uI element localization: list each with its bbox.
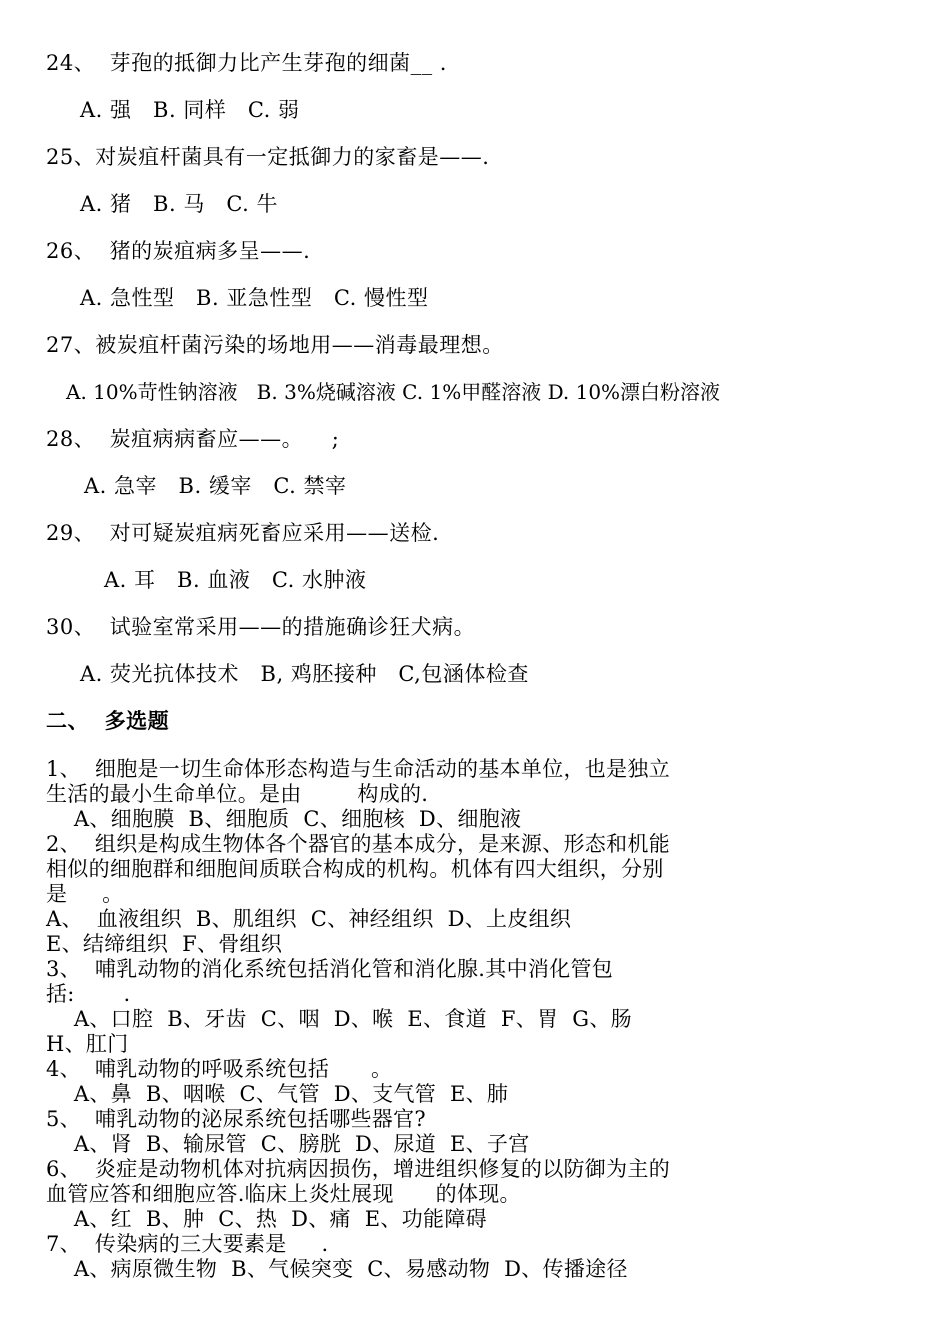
multi-line-3: A、细胞膜 B、细胞质 C、细胞核 D、细胞液 <box>46 807 522 831</box>
multi-line-4: 2、 组织是构成生物体各个器官的基本成分，是来源、形态和机能 <box>46 832 671 856</box>
question-24-options: A. 强 B. 同样 C. 弱 <box>80 98 300 122</box>
question-27: 27、被炭疽杆菌污染的场地用——消毒最理想。 <box>46 333 504 357</box>
multi-line-7: A、 血液组织 B、肌组织 C、神经组织 D、上皮组织 <box>46 907 572 931</box>
question-25: 25、对炭疽杆菌具有一定抵御力的家畜是——. <box>46 145 490 169</box>
question-30-options: A. 荧光抗体技术 B, 鸡胚接种 C,包涵体检查 <box>80 662 529 686</box>
section-title: 二、 多选题 <box>46 709 170 733</box>
question-25-options: A. 猪 B. 马 C. 牛 <box>80 192 279 216</box>
question-29-options: A. 耳 B. 血液 C. 水肿液 <box>104 568 367 592</box>
multi-line-6: 是 。 <box>46 882 124 906</box>
multi-line-13: 4、 哺乳动物的呼吸系统包括 。 <box>46 1057 393 1081</box>
multi-line-12: H、肛门 <box>46 1032 129 1056</box>
question-28: 28、 炭疽病病畜应——。 ; <box>46 427 340 451</box>
multi-line-16: A、肾 B、输尿管 C、膀胱 D、尿道 E、子宫 <box>46 1132 530 1156</box>
multi-line-20: 7、 传染病的三大要素是 . <box>46 1232 329 1256</box>
multi-line-10: 括: . <box>46 982 131 1006</box>
question-29: 29、 对可疑炭疽病死畜应采用——送检. <box>46 521 440 545</box>
question-28-options: A. 急宰 B. 缓宰 C. 禁宰 <box>84 474 347 498</box>
multi-line-5: 相似的细胞群和细胞间质联合构成的机构。机体有四大组织，分别 <box>46 857 664 881</box>
multi-line-11: A、口腔 B、牙齿 C、咽 D、喉 E、食道 F、胃 G、肠 <box>46 1007 632 1031</box>
question-24: 24、 芽孢的抵御力比产生芽孢的细菌__ . <box>46 51 447 75</box>
multi-line-15: 5、 哺乳动物的泌尿系统包括哪些器官? <box>46 1107 426 1131</box>
multi-line-9: 3、 哺乳动物的消化系统包括消化管和消化腺.其中消化管包 <box>46 957 614 981</box>
question-26: 26、 猪的炭疽病多呈——. <box>46 239 311 263</box>
multi-line-14: A、鼻 B、咽喉 C、气管 D、支气管 E、肺 <box>46 1082 509 1106</box>
multi-line-18: 血管应答和细胞应答.临床上炎灶展现 的体现。 <box>46 1182 521 1206</box>
multi-line-21: A、病原微生物 B、气候突变 C、易感动物 D、传播途径 <box>46 1257 628 1281</box>
question-27-options: A. 10%苛性钠溶液 B. 3%烧碱溶液 C. 1%甲醛溶液 D. 10%漂白粉溶液 <box>66 380 721 404</box>
multi-line-2: 生活的最小生命单位。是由 构成的. <box>46 782 429 806</box>
multi-line-8: E、结缔组织 F、骨组织 <box>46 932 283 956</box>
multi-line-1: 1、 细胞是一切生命体形态构造与生命活动的基本单位，也是独立 <box>46 757 671 781</box>
question-30: 30、 试验室常采用——的措施确诊狂犬病。 <box>46 615 476 639</box>
multi-line-19: A、红 B、肿 C、热 D、痛 E、功能障碍 <box>46 1207 487 1231</box>
multi-line-17: 6、 炎症是动物机体对抗病因损伤，增进组织修复的以防御为主的 <box>46 1157 671 1181</box>
question-26-options: A. 急性型 B. 亚急性型 C. 慢性型 <box>80 286 429 310</box>
